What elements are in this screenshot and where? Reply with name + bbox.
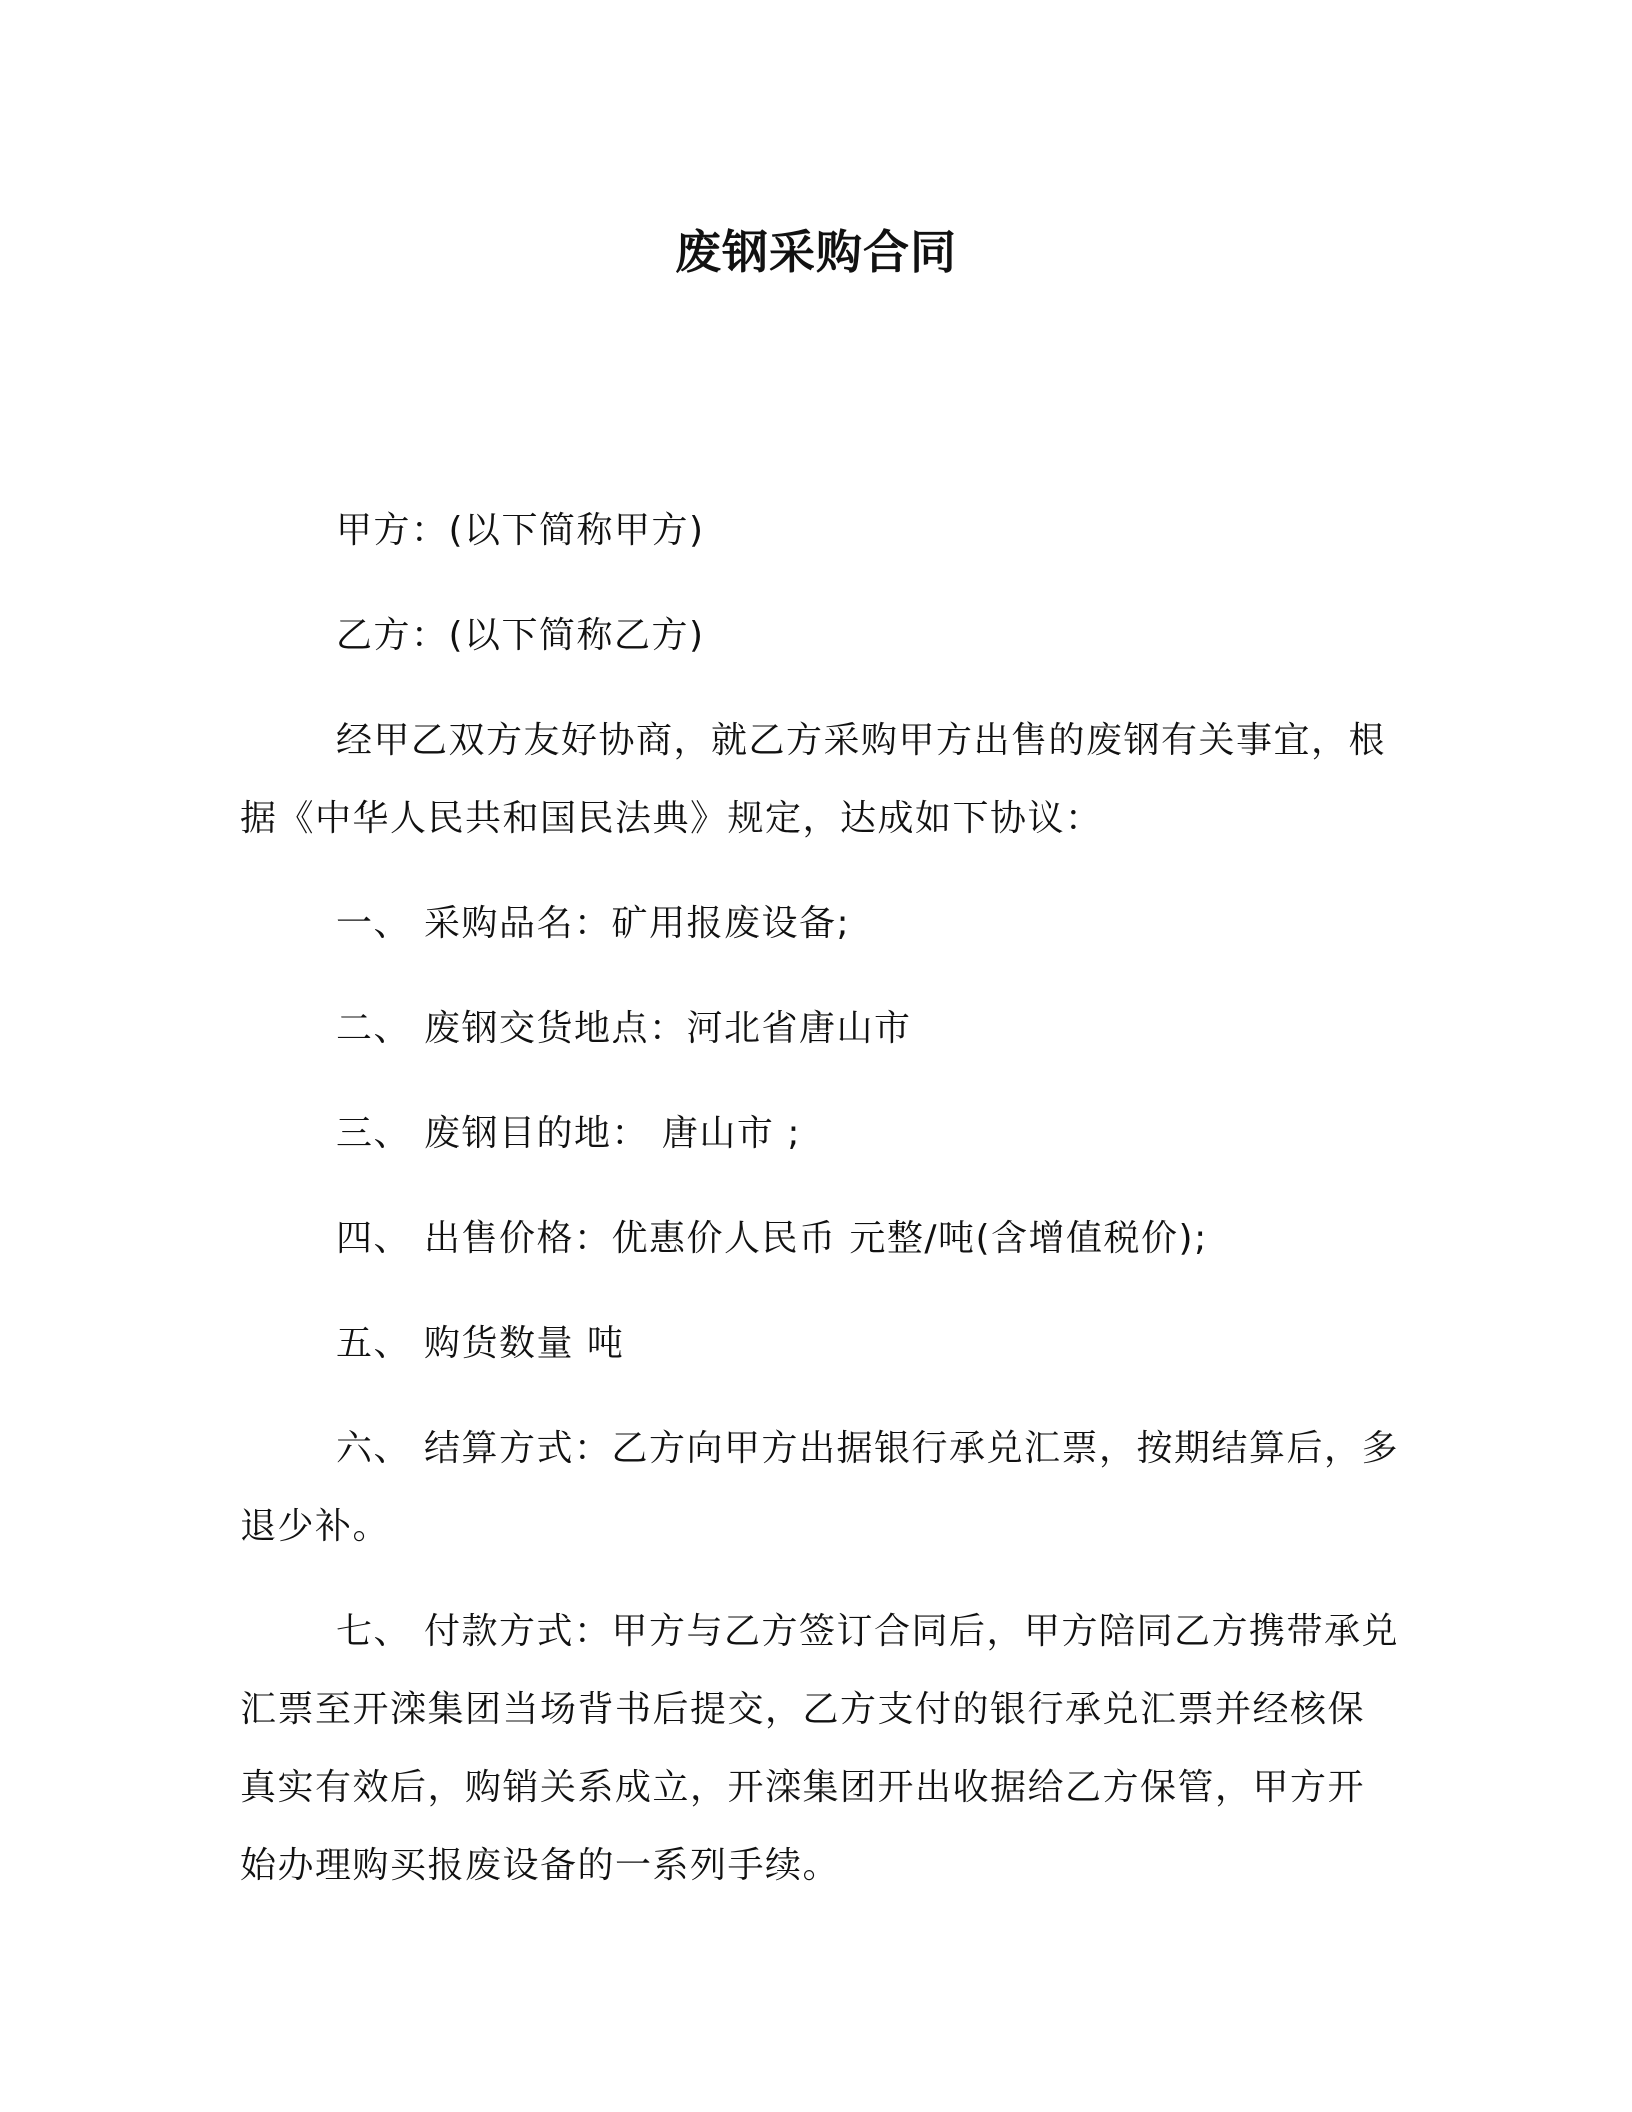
document-title: 废钢采购合同 [675,225,957,279]
clause-5: 五、 购货数量 吨 [336,1323,625,1364]
document-body [240,492,1400,1931]
clause-6: 六、 结算方式：乙方向甲方出据银行承兑汇票，按期结算后，多退少补。 [240,1428,1399,1547]
clause-2: 二、 废钢交货地点：河北省唐山市 [336,1008,912,1049]
party-a-line: 甲方：(以下简称甲方) [336,510,705,551]
party-b-line: 乙方：(以下简称乙方) [336,615,705,656]
clause-3: 三、 废钢目的地： 唐山市 ; [336,1113,801,1154]
preamble-paragraph: 经甲乙双方友好协商，就乙方采购甲方出售的废钢有关事宜，根据《中华人民共和国民法典》规定，达成如下协议： [240,720,1387,839]
clause-4: 四、 出售价格：优惠价人民币 元整/吨(含增值税价); [336,1218,1208,1259]
clause-7: 七、 付款方式：甲方与乙方签订合同后，甲方陪同乙方携带承兑汇票至开滦集团当场背书后提交，乙方支付的银行承兑汇票并经核保真实有效后，购销关系成立，开滦集团开出收据给乙方保管，甲方开始办理购买报废设备的一系列手续。 [240,1611,1399,1886]
clause-1: 一、 采购品名：矿用报废设备; [336,903,851,944]
